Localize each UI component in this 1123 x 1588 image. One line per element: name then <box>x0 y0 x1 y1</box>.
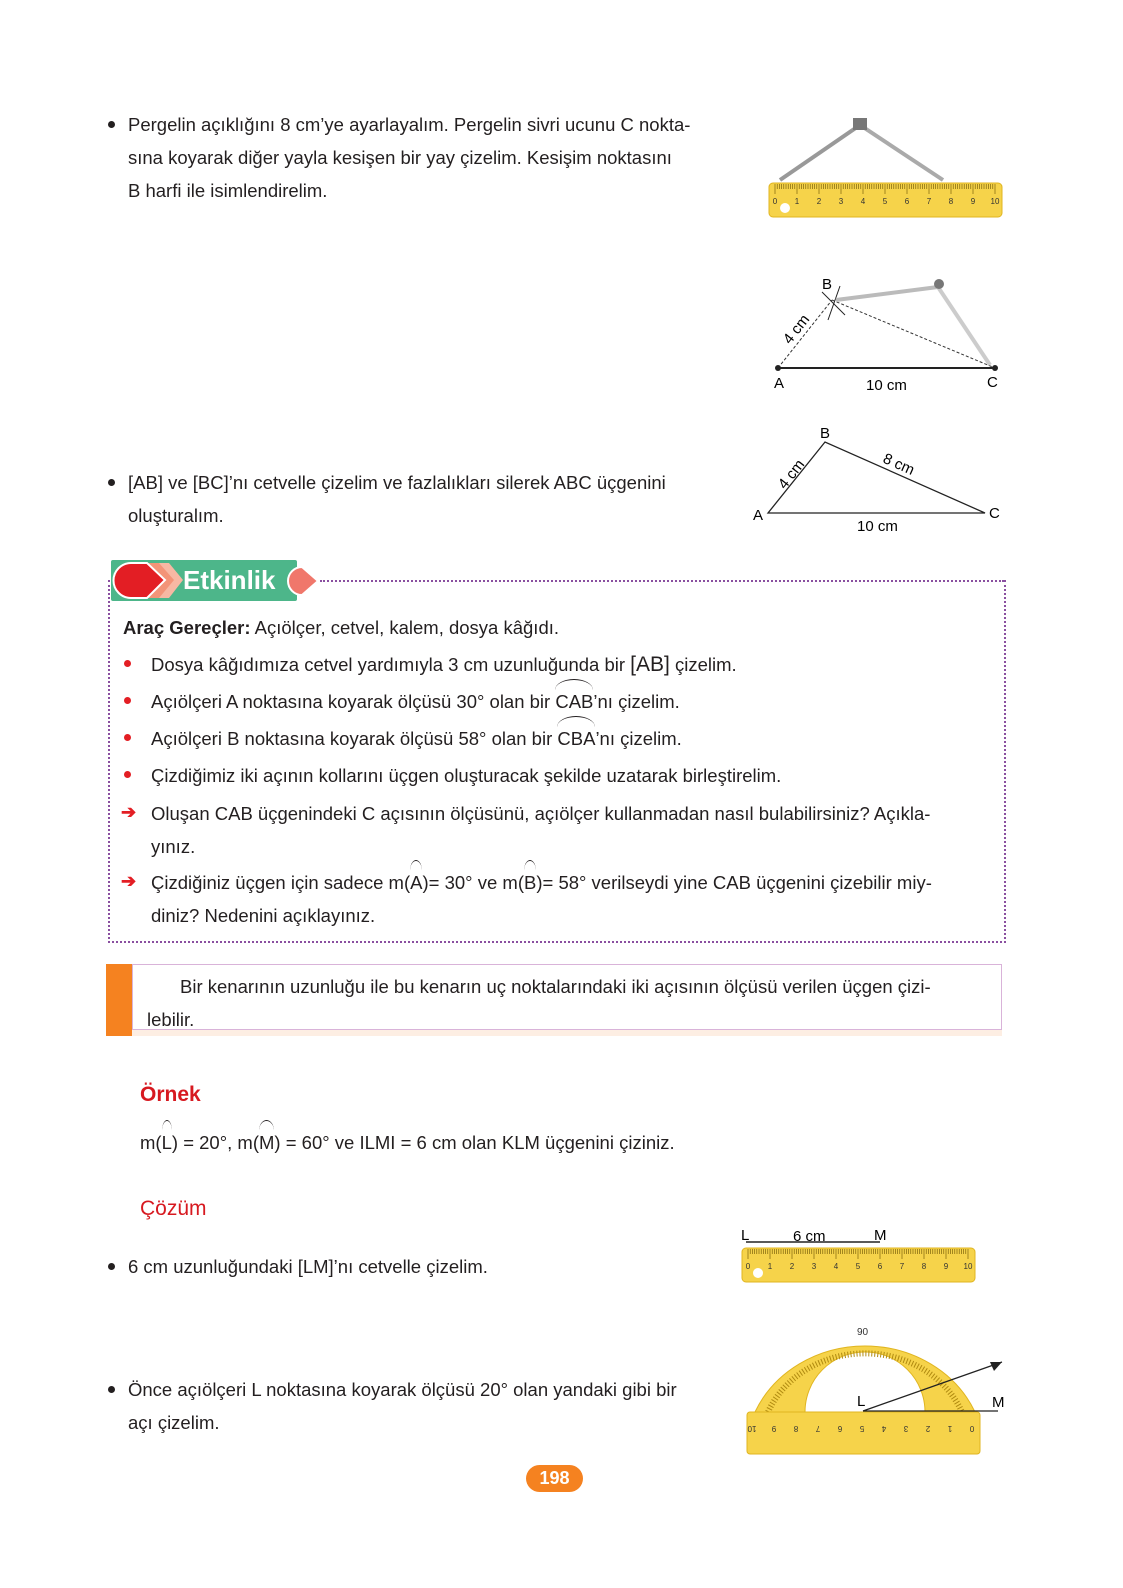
point-c <box>992 365 998 371</box>
note-box <box>106 964 1002 1036</box>
label-ab: 4 cm <box>779 311 814 348</box>
materials-label: Araç Gereçler: <box>123 617 251 638</box>
activity-item: Dosya kâğıdımıza cetvel yardımıyla 3 cm uzunluğunda bir [AB] çizelim. <box>151 653 737 676</box>
ruler-number: 6 <box>877 1262 883 1271</box>
ruler-number: 0 <box>969 1424 975 1433</box>
activity-item: Çizdiğimiz iki açının kollarını üçgen oluşturacak şekilde uzatarak birleştirelim. <box>151 765 782 786</box>
arrow-right-icon: ➔ <box>121 871 137 891</box>
ruler-number: 2 <box>789 1262 795 1271</box>
ruler-number: 6 <box>904 197 910 206</box>
compass-leg <box>836 287 938 300</box>
ruler-number: 8 <box>793 1424 799 1433</box>
label-a: A <box>774 375 785 392</box>
solution-title: Çözüm <box>140 1197 207 1220</box>
ruler-number: 9 <box>771 1424 777 1433</box>
activity-top-border <box>320 580 1004 582</box>
note-accent <box>106 964 132 1036</box>
activity-item: Açıölçeri A noktasına koyarak ölçüsü 30° olan bir CAB’nı çizelim. <box>151 685 680 718</box>
ruler-hole <box>780 203 790 213</box>
ruler-number: 10 <box>963 1262 973 1271</box>
label-b: B <box>820 425 831 442</box>
ruler-number: 8 <box>921 1262 927 1271</box>
ruler-number: 7 <box>926 197 932 206</box>
compass-arc-figure <box>760 270 1020 400</box>
step-draw-text <box>128 466 728 532</box>
activity-header <box>111 560 297 601</box>
protractor-label: 90 <box>857 1327 869 1338</box>
text-line: B harfi ile isimlendirelim. <box>128 180 328 201</box>
label-c: C <box>987 374 998 391</box>
text-line: [AB] ve [BC]’nı cetvelle çizelim ve fazlalıkları silerek ABC üçgenini <box>128 472 666 493</box>
ruler-hole <box>753 1268 763 1278</box>
activity-question: Oluşan CAB üçgenindeki C açısının ölçüsünü, açıölçer kullanmadan nasıl bulabilirsiniz? Açıkla- yınız. <box>151 803 931 857</box>
ruler-number: 1 <box>767 1262 773 1271</box>
activity-question: Çizdiğiniz üçgen için sadece m(A)= 30° ve m(B)= 58° verilseydi yine CAB üçgenini çizebilir miy- diniz? Nedenini açıklayınız. <box>151 866 991 932</box>
ruler-number: 7 <box>815 1424 821 1433</box>
label-l: L <box>741 1227 750 1244</box>
label-ac: 10 cm <box>857 518 898 535</box>
label-c: C <box>989 505 1000 522</box>
ruler-number: 0 <box>745 1262 751 1271</box>
label-m: M <box>874 1227 887 1244</box>
bullet <box>108 1386 115 1393</box>
triangle-abc-figure <box>745 420 1015 540</box>
ruler-number: 6 <box>837 1424 843 1433</box>
ruler-number: 4 <box>860 197 866 206</box>
ruler-number: 1 <box>794 197 800 206</box>
solution-step1: 6 cm uzunluğundaki [LM]’nı cetvelle çizelim. <box>128 1256 488 1277</box>
text-line: sına koyarak diğer yayla kesişen bir yay çizelim. Kesişim noktasını <box>128 147 672 168</box>
label-b: B <box>822 276 833 293</box>
label-l: L <box>857 1393 866 1410</box>
step-compass-text <box>128 108 728 207</box>
ruler-number: 9 <box>943 1262 949 1271</box>
page-number: 198 <box>526 1465 583 1492</box>
example-text: m(L) = 20°, m(M) = 60° ve ILMI = 6 cm olan KLM üçgenini çiziniz. <box>140 1126 675 1159</box>
ruler-number: 5 <box>855 1262 861 1271</box>
bullet-red <box>124 697 131 704</box>
ruler-number: 3 <box>903 1424 909 1433</box>
label-bc: 8 cm <box>880 450 917 479</box>
compass-leg <box>780 125 860 180</box>
ruler-number: 4 <box>833 1262 839 1271</box>
ruler-number: 3 <box>811 1262 817 1271</box>
compass-head-icon <box>934 279 944 289</box>
ruler-number: 10 <box>747 1424 757 1433</box>
ruler-number: 1 <box>947 1424 953 1433</box>
text-line: Pergelin açıklığını 8 cm’ye ayarlayalım. Pergelin sivri ucunu C nokta- <box>128 114 691 135</box>
activity-chevron-icon <box>111 560 183 601</box>
activity-title: Etkinlik <box>183 565 276 595</box>
compass-ruler-figure <box>765 110 1010 222</box>
compass-head-icon <box>853 118 867 130</box>
label-ac: 10 cm <box>866 377 907 394</box>
bullet <box>108 121 115 128</box>
arrow-right-icon: ➔ <box>121 802 137 822</box>
ruler-number: 3 <box>838 197 844 206</box>
compass-leg <box>860 125 943 180</box>
bullet-red <box>124 734 131 741</box>
triangle-abc <box>768 442 985 513</box>
ruler-number: 4 <box>881 1424 887 1433</box>
ruler-lm-figure <box>738 1222 983 1284</box>
arrow-head-icon <box>990 1362 1002 1371</box>
solution-step2: Önce açıölçeri L noktasına koyarak ölçüsü 20° olan yandaki gibi bir açı çizelim. <box>128 1379 677 1433</box>
activity-item: Açıölçeri B noktasına koyarak ölçüsü 58° olan bir CBA’nı çizelim. <box>151 722 682 755</box>
text-line: oluşturalım. <box>128 505 224 526</box>
compass-leg <box>938 287 990 365</box>
bullet-red <box>124 771 131 778</box>
ruler-number: 8 <box>948 197 954 206</box>
ruler-number: 5 <box>882 197 888 206</box>
bullet <box>108 479 115 486</box>
label-ab: 4 cm <box>774 456 809 493</box>
bullet <box>108 1263 115 1270</box>
protractor-figure <box>740 1300 1010 1460</box>
ruler-number: 10 <box>990 197 1000 206</box>
label-a: A <box>753 507 764 524</box>
ruler-number: 5 <box>859 1424 865 1433</box>
label-length: 6 cm <box>793 1228 826 1245</box>
ruler-number: 0 <box>772 197 778 206</box>
note-text: Bir kenarının uzunluğu ile bu kenarın uç noktalarındaki iki açısının ölçüsü verilen üçgen çizi- lebilir. <box>147 976 931 1030</box>
ruler-number: 2 <box>816 197 822 206</box>
ruler-number: 9 <box>970 197 976 206</box>
example-title: Örnek <box>140 1083 201 1106</box>
drop-icon <box>284 565 322 597</box>
ruler-number: 2 <box>925 1424 931 1433</box>
point-a <box>775 365 781 371</box>
label-m: M <box>992 1394 1005 1411</box>
ruler-number: 7 <box>899 1262 905 1271</box>
materials-text: Açıölçer, cetvel, kalem, dosya kâğıdı. <box>250 617 560 638</box>
materials-line <box>123 611 559 644</box>
bullet-red <box>124 660 131 667</box>
